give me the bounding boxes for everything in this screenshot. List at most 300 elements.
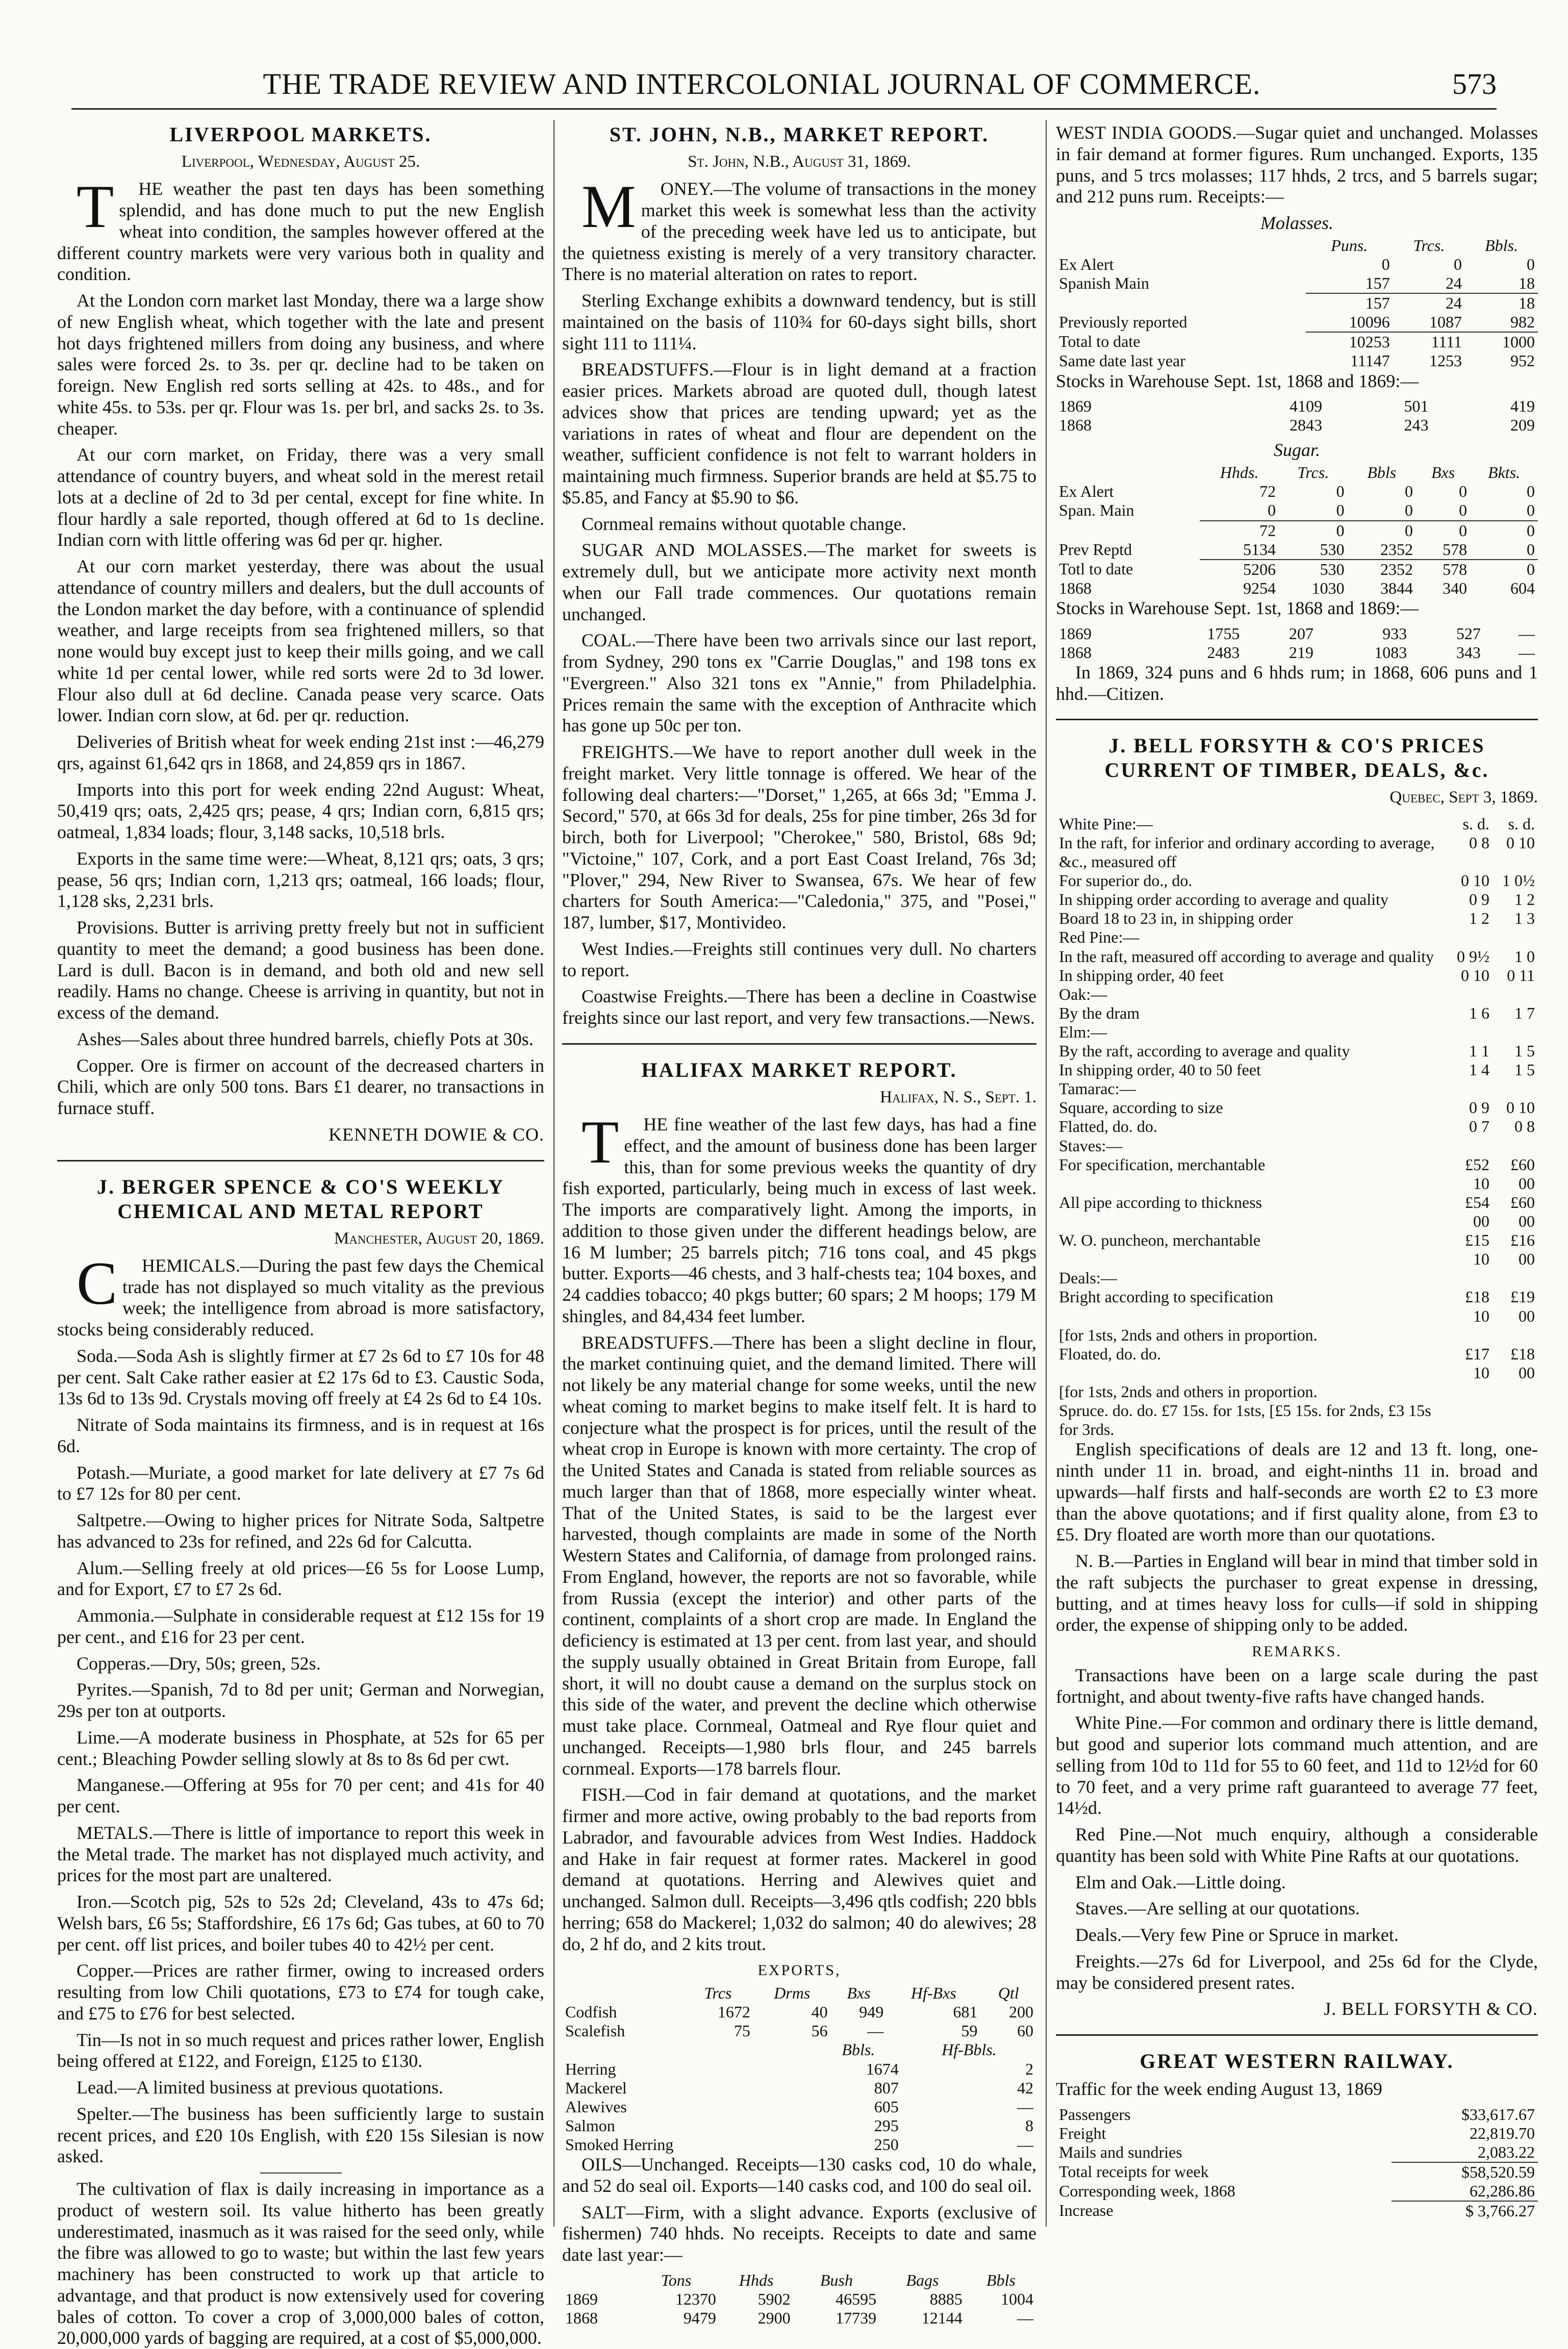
table-row [1056,2201,1538,2220]
table-cell: In shipping order, 40 to 50 feet [1059,1060,1261,1079]
table-cell: 207 [1289,624,1314,643]
table-header-row [562,1984,1036,2003]
table-cell [1447,985,1493,1004]
table-row [562,2022,1036,2040]
table-cell: Salmon [565,2116,615,2135]
table-cell: By the raft, according to average and quality [1059,1042,1350,1060]
stocks-label: Stocks in Warehouse Sept. 1st, 1868 and 1869:— [1056,598,1419,618]
table-cell: Bbls [986,2270,1016,2289]
column-2 [562,122,1036,2328]
table-header-row [562,2271,1036,2290]
table-cell: 18 [1465,274,1538,293]
table-cell: Spruce. do. do. £7 15s. for 1sts, [£5 15s. for 2nds, £3 15s for 3rds. [1059,1401,1431,1439]
table-row [1056,1042,1538,1060]
article-paragraph: Copper. Ore is firmer on account of the decreased charters in Chili, which are only 500 tons. Bars £1 dearer, no transactions in furnace stuff. [57,1055,544,1119]
table-cell: — [867,2022,884,2040]
table-cell [1493,1079,1538,1098]
table-header-row [1056,463,1538,482]
table-cell: 62,286.86 [1392,2182,1538,2201]
table-cell: 0 7 [1469,1117,1489,1136]
article-paragraph: At our corn market yesterday, there was about the usual attendance of country millers and dealers, but the dull accounts of the London market the day before, with a continuance of splendid weather, and large receipts from sea frightened millers, so that none would buy except just to keep their mills going, and we call white 1d per cental lower, while red sorts were 2d to 3d lower. Flour also dull at 6d decline. Canada pease very scarce. Oats lower. Indian corn slow, at 6d. per qr. reduction. [57,556,544,726]
stocks-label: Stocks in Warehouse Sept. 1st, 1868 and 1869:— [1056,370,1419,391]
remark-paragraph: Red Pine.—Not much enquiry, although a considerable quantity has been sold with White Pine Rafts at our quotations. [1056,1824,1538,1866]
table-cell: 40 [811,2003,828,2022]
article-paragraph: Provisions. Butter is arriving pretty freely but not in sufficient quantity to meet the demand; a good business has been done. Lard is dull. Bacon is in demand, and both old and new sell readily. Hams no change. Cheese is arriving in quantity, but not in excess of the demand. [57,917,544,1023]
table-cell: 22,819.70 [1470,2124,1535,2142]
table-row [1056,985,1538,1004]
table-row [1056,966,1538,985]
table-row [562,2290,1036,2309]
table-cell [1447,928,1493,947]
article-paragraph: Pyrites.—Spanish, 7d to 8d per unit; German and Norwegian, 29s per ton at outports. [57,1679,544,1722]
column-3 [1056,122,1538,2224]
table-row [1056,1004,1538,1023]
table-row [1056,815,1538,833]
article-paragraph: Copper.—Prices are rather firmer, owing to increased orders resulting from low Chili quotations, £73 to £74 for tough cake, and £75 to £76 for best selected. [57,1960,544,2024]
table-cell: 681 [953,2003,978,2022]
table-cell [562,2040,815,2059]
table-cell: 0 [1279,501,1347,520]
table-cell [1447,1326,1493,1345]
sugar-stocks-table [1056,624,1538,662]
table-cell: 343 [1456,643,1481,662]
table-cell: In shipping order according to average and quality [1059,890,1388,909]
table-cell: 807 [874,2078,899,2097]
table-cell: Elm:— [1059,1022,1107,1041]
article-paragraph: Saltpetre.—Owing to higher prices for Nitrate Soda, Saltpetre has advanced to 23s for refined, and 22s 6d for Calcutta. [57,1510,544,1552]
table-cell: 17739 [836,2309,877,2328]
table-cell [1493,1326,1538,1345]
article-paragraph: Ammonia.—Sulphate in considerable request at £12 15s for 19 per cent., and £16 for 23 per cent. [57,1605,544,1647]
table-row [1056,928,1538,947]
table-cell: Same date last year [1059,351,1185,370]
table-row [562,2116,1036,2135]
west-india-intro: WEST INDIA GOODS.—Sugar quiet and unchanged. Molasses in fair demand at former figures. Rum unchanged. Exports, 135 puns, and 5 trcs molasses; 117 hhds, 2 trcs, and 5 barrels sugar; and 212 puns rum. Receipts:— [1056,122,1538,207]
table-cell: Passengers [1059,2105,1131,2124]
table-cell: 419 [1510,397,1535,416]
table-cell: 10253 [1349,333,1390,351]
table-row [1056,1269,1538,1287]
table-cell: 527 [1456,624,1481,643]
table-row [562,2098,1036,2116]
table-cell: Bbls. [1485,236,1518,255]
article-paragraph: West Indies.—Freights still continues very dull. No charters to report. [562,938,1036,980]
article-paragraph: Lime.—A moderate business in Phosphate, at 52s for 65 per cent.; Bleaching Powder selling slowly at 8s to 8s 6d per cwt. [57,1727,544,1769]
table-cell: Trcs [704,1984,732,2003]
article-dateline: Manchester, August 20, 1869. [334,1229,544,1248]
table-row [1056,2162,1538,2182]
table-cell: Prev Reptd [1059,540,1132,559]
table-cell: £16 00 [1510,1231,1535,1269]
table-cell: 1 7 [1514,1003,1535,1022]
article-paragraph: Iron.—Scotch pig, 52s to 52s 2d; Cleveland, 43s to 47s 6d; Welsh bars, £6 5s; Staffordshire, £6 17s 6d; Gas tubes, at 60 to 70 per cent. off list prices, and boiler tubes 40 to 42½ per cent. [57,1891,544,1955]
table-cell: Hhds [739,2270,774,2289]
article-paragraph: At our corn market, on Friday, there was a very small attendance of country buyers, and wheat sold in the merest retail lots at a decline of 2d to 3d per cental, except for fine white. In flour hardly a sale reported, though offered at 6d to 1s decline. Indian corn with little offering was 6d per qr. higher. [57,444,544,550]
table-cell: 1672 [717,2003,750,2022]
table-cell [1493,1382,1538,1401]
table-cell: 501 [1404,397,1429,416]
table-row [1056,1326,1538,1345]
table-cell [1493,1401,1538,1439]
article-paragraph: Imports into this port for week ending 22nd August: Wheat, 50,419 qrs; oats, 2,425 qrs; pease, 4 qrs; Indian corn, 6,815 qrs; oatmeal, 1,834 loads; flour, 3,148 sacks, 10,518 brls. [57,779,544,843]
table-cell: Ex Alert [1059,482,1114,501]
table-cell [1447,1269,1493,1287]
table-cell: Bbls. [842,2040,875,2059]
flax-paragraph: The cultivation of flax is daily increasing in importance as a product of western soil. Its value hitherto has been greatly underestimated, inasmuch as it was raised for the seed only, while the fibre was allowed to go to waste; but within the last few years machinery has been constructed to work up that article to advantage, and that product is now extensively used for covering bales of cotton. To cover a crop of 3,000,000 bales of cotton, 20,000,000 yards of bagging are required, at a cost of $5,000,000. [57,2179,544,2348]
table-cell: 1 0 [1514,947,1535,966]
table-cell: 1755 [1207,624,1240,643]
table-cell: 60 [1017,2022,1033,2040]
table-row [1056,1155,1538,1193]
table-cell [1493,928,1538,947]
table-row [1056,1117,1538,1136]
table-cell [1447,1401,1493,1439]
table-cell: 243 [1404,416,1429,435]
short-rule [260,2173,342,2174]
table-cell [562,1984,682,2003]
table-cell: 0 8 [1469,833,1489,852]
table-cell: 0 10 [1506,833,1535,852]
table-row [1056,1345,1538,1382]
table-cell: 1868 [1059,416,1092,435]
table-row [562,2003,1036,2022]
table-cell: — [1519,643,1535,662]
article-paragraph: METALS.—There is little of importance to report this week in the Metal trade. The market has not displayed much activity, and prices for the most part are unaltered. [57,1822,544,1886]
great-western-railway [1056,2049,1538,2220]
article-heading: LIVERPOOL MARKETS. [169,123,432,146]
article-heading: J. BELL FORSYTH & CO'S PRICES CURRENT OF TIMBER, DEALS, &c. [1104,734,1489,782]
table-cell: 1869 [1059,397,1092,416]
table-cell: £19 00 [1510,1287,1535,1325]
table-cell: Alewives [565,2097,627,2116]
table-cell [1056,463,1200,482]
table-cell: 0 10 [1460,966,1489,984]
table-cell: 1 6 [1469,1003,1489,1022]
table-cell: 75 [734,2022,750,2040]
table-cell [1447,1079,1493,1098]
table-cell: 0 [1381,255,1390,273]
table-row [562,2079,1036,2098]
table-cell: Deals:— [1059,1269,1117,1287]
table-cell: 2352 [1348,540,1416,560]
table-cell: 2,083.22 [1392,2143,1538,2162]
table-cell: — [1017,2309,1033,2328]
table-row [1056,624,1538,643]
table-cell [1056,236,1306,255]
salt-receipts-table [562,2271,1036,2328]
table-cell: In the raft, for inferior and ordinary according to average, &c., measured off [1059,833,1435,871]
article-paragraph: Sterling Exchange exhibits a downward tendency, but is still maintained on the basis of 110¾ for 60-days sight bills, short sight 111 to 111¼. [562,290,1036,353]
table-cell: Spanish Main [1059,273,1149,292]
table-cell: 0 10 [1460,871,1489,890]
table-cell [1447,1136,1493,1155]
table-cell: 1 2 [1514,890,1535,909]
table-cell: 9254 [1243,578,1276,597]
table-cell: 10096 [1306,313,1393,332]
table-cell: — [1017,2135,1033,2154]
table-cell: 0 [1405,482,1413,501]
table-cell: 24 [1393,274,1465,293]
table-row [1056,1023,1538,1042]
table-cell: — [1017,2097,1033,2116]
table-cell: Staves:— [1059,1136,1123,1155]
specs-paragraph: English specifications of deals are 12 and 13 ft. long, one-ninth under 11 in. broad, and eight-ninths 11 in. broad and upwards—half firsts and half-seconds are worth £2 to £3 more than the above quotations; and if first quality alone, from £3 to £5. Dry floated are worth more than our quotations. [1056,1439,1538,1545]
article-paragraph: Alum.—Selling freely at old prices—£6 5s for Loose Lump, and for Export, £7 to £7 2s 6d. [57,1557,544,1600]
table-cell: 1868 [1059,643,1092,662]
article-paragraph: SUGAR AND MOLASSES.—The market for sweets is extremely dull, but we anticipate more activity next month when our Fall trade commences. Our quotations remain unchanged. [562,540,1036,624]
remark-paragraph: Staves.—Are selling at our quotations. [1075,1898,1360,1919]
table-cell: Hf-Bxs [911,1984,956,2003]
timber-prices-table [1056,815,1538,1439]
table-row [1056,909,1538,928]
table-cell: 933 [1382,624,1407,643]
table-cell: [for 1sts, 2nds and others in proportion. [1059,1325,1318,1344]
table-cell: Totl to date [1059,559,1133,578]
table-cell: 578 [1416,540,1470,560]
table-cell: Red Pine:— [1059,928,1140,947]
table-row [1056,1401,1538,1439]
page-number: 573 [1452,67,1497,100]
table-row [1056,560,1538,579]
table-cell: Codfish [565,2003,617,2022]
table-cell: 2843 [1289,416,1323,435]
table-cell: 18 [1519,294,1535,313]
west-india-goods [1056,122,1538,704]
table-cell: In the raft, measured off according to average and quality [1059,947,1434,966]
table-cell: 0 [1348,501,1416,520]
table-cell: 8 [1025,2116,1033,2135]
table-row [1056,540,1538,560]
table-cell: 0 [1336,521,1345,540]
liverpool-markets-article [57,122,544,1146]
table-cell: 72 [1259,482,1276,501]
article-paragraph: FISH.—Cod in fair demand at quotations, and the market firmer and more active, owing probably to the bad reports from Labrador, and favourable advices from West Indies. Haddock and Hake in fair request at former rates. Mackerel in good demand at quotations. Herring and Alewives quiet and unchanged. Salmon dull. Receipts—3,496 qtls codfish; 220 bbls herring; 658 do Mackerel; 1,032 do salmon; 40 do alewives; 28 do, 2 hf do, and 2 kits trout. [562,1784,1036,1954]
article-dateline: St. John, N.B., August 31, 1869. [688,153,911,171]
article-signature: KENNETH DOWIE & CO. [328,1124,544,1145]
table-cell: 11147 [1350,351,1390,370]
fish-exports-table [562,1984,1036,2040]
table-row [1056,1136,1538,1155]
table-cell: 5134 [1200,540,1279,560]
table-cell: 0 [1416,501,1470,520]
table-row [1056,293,1538,313]
table-row [1056,2124,1538,2143]
table-row [1056,1382,1538,1401]
table-cell: 1 5 [1514,1060,1535,1079]
table-cell: 0 9 [1469,890,1489,909]
table-cell [1056,521,1200,540]
article-paragraph: Exports in the same time were:—Wheat, 8,121 qrs; oats, 3 qrs; pease, 56 qrs; Indian corn, 1,213 qrs; oatmeal, 166 loads; flour, 1,128 sks, 2,231 brls. [57,848,544,912]
remarks-label: REMARKS. [1252,1643,1342,1660]
table-cell: 2352 [1380,560,1413,578]
table-cell: Span. Main [1059,501,1134,520]
molasses-stocks-table [1056,397,1538,435]
table-cell: Total to date [1059,332,1141,351]
molasses-title: Molasses. [1260,213,1333,233]
table-cell: 3844 [1380,578,1413,597]
table-cell: Tamarac:— [1059,1079,1136,1098]
table-cell: Total receipts for week [1059,2162,1209,2181]
table-cell: $ 3,766.27 [1465,2202,1535,2220]
table-cell: Bbls [1367,463,1397,482]
table-cell: 340 [1443,578,1468,597]
running-head [71,47,1497,110]
table-cell: 949 [859,2003,884,2022]
table-row [1056,351,1538,370]
table-cell: £52 10 [1464,1155,1489,1193]
remark-paragraph: Freights.—27s 6d for Liverpool, and 25s 6d for the Clyde, may be considered present rates. [1056,1951,1538,1993]
forsyth-prices-article [1056,734,1538,2020]
article-paragraph: Lead.—A limited business at previous quotations. [77,2077,443,2098]
table-cell: 578 [1443,560,1468,578]
section-divider [57,1160,544,1161]
table-row [1056,1098,1538,1117]
table-cell: 1 4 [1469,1060,1489,1079]
article-paragraph: BREADSTUFFS.—There has been a slight decline in flour, the market continuing quiet, and the demand limited. There will not likely be any material change for some weeks, until the new wheat coming to market begins to make itself felt. It is hard to conjecture what the prospect is for prices, until the result of the wheat crop in Europe is known with more certainty. The crop of the United States and Canada is stated from reliable sources as much larger than that of 1868, more especially winter wheat. That of the United States, is said to be the largest ever harvested, though complaints are made in some of the North Western States and California, of damage from prolonged rains. From England, however, the reports are not so favorable, while from Russia (except the interior) and other parts of the continent, complaints of a short crop are made. In England the deficiency is estimated at 13 per cent. from last year, and should the supply usually obtained in Great Britain from Europe, fall short, it will no doubt cause a demand on the surplus stock on this side of the water, and prevent the decline which otherwise must take place. Cornmeal, Oatmeal and Rye flour quiet and unchanged. Receipts—1,980 brls flour, and 245 barrels cornmeal. Exports—178 barrels flour. [562,1332,1036,1779]
table-cell: 1 5 [1514,1042,1535,1060]
journal-title: THE TRADE REVIEW AND INTERCOLONIAL JOURNAL OF COMMERCE. [263,67,1261,100]
table-cell: 1 3 [1514,909,1535,928]
table-row [562,2135,1036,2154]
table-cell: Ex Alert [1059,255,1114,273]
table-cell: For specification, merchantable [1059,1155,1266,1174]
table-cell: £60 00 [1510,1155,1535,1193]
table-cell: For superior do., do. [1059,871,1193,890]
table-cell: 2483 [1207,643,1240,662]
table-cell: Bush [820,2270,853,2289]
table-cell: Floated, do. do. [1059,1344,1161,1363]
table-cell: 0 [1527,521,1535,540]
table-cell: 59 [961,2022,978,2040]
table-row [1056,2143,1538,2162]
table-row [1056,1193,1538,1231]
article-heading: ST. JOHN, N.B., MARKET REPORT. [609,123,990,146]
table-cell: In shipping order, 40 feet [1059,966,1224,984]
table-row [1056,397,1538,416]
traffic-table [1056,2105,1538,2221]
table-cell: By the dram [1059,1003,1140,1022]
table-cell: Herring [565,2059,616,2078]
article-paragraph: Cornmeal remains without quotable change. [581,513,906,534]
table-cell [1493,1136,1538,1155]
article-paragraph: Ashes—Sales about three hundred barrels, chiefly Pots at 30s. [77,1028,534,1049]
table-cell: Flatted, do. do. [1059,1117,1157,1136]
table-cell: 157 [1306,274,1393,293]
table-cell: 605 [874,2097,899,2116]
table-cell: Freight [1059,2124,1106,2142]
article-signature: J. BELL FORSYTH & CO. [1324,1999,1538,2019]
table-row [1056,1060,1538,1079]
salt-paragraph: SALT—Firm, with a slight advance. Exports (exclusive of fishermen) 740 hhds. No receipts. Receipts to date and same date last year:— [562,2202,1036,2265]
table-row [1056,1231,1538,1269]
table-cell: 982 [1465,313,1538,332]
table-cell: All pipe according to thickness [1059,1193,1262,1211]
article-paragraph: Deliveries of British wheat for week ending 21st inst :—46,279 qrs, against 61,642 qrs in 1868, and 24,859 qrs in 1867. [57,731,544,773]
table-cell [1493,1023,1538,1042]
table-cell: 0 [1527,560,1535,578]
table-cell: 72 [1259,521,1276,540]
article-paragraph: Potash.—Muriate, a good market for late delivery at £7 7s 6d to £7 12s for 80 per cent. [57,1462,544,1504]
table-cell: 0 [1454,255,1462,273]
table-cell: 24 [1446,294,1462,313]
table-cell: £18 10 [1464,1287,1489,1325]
table-cell [562,2271,633,2290]
table-row [1056,2105,1538,2124]
table-cell: 1 2 [1469,909,1489,928]
table-row [1056,833,1538,871]
table-row [1056,255,1538,274]
table-cell: Trcs. [1297,463,1329,482]
table-cell [1493,1269,1538,1287]
table-cell: £54 00 [1464,1193,1489,1231]
table-row [1056,521,1538,540]
table-row [1056,313,1538,332]
table-cell: — [1519,624,1535,643]
table-cell: 4109 [1289,397,1323,416]
table-cell: Mails and sundries [1059,2143,1182,2162]
table-row [1056,890,1538,909]
table-cell: £17 10 [1464,1344,1489,1382]
halifax-report-article [562,1058,1036,2328]
table-cell: Hhds. [1220,463,1259,482]
table-header-row [1056,236,1538,255]
article-paragraph: MONEY.—The volume of transactions in the money market this week is somewhat less than the activity of the preceding week have led us to anticipate, but the quietness existing is merely of a very transitory character. There is no material alteration on rates to report. [562,172,1036,285]
table-cell: 5206 [1243,560,1276,578]
table-cell: 1000 [1502,333,1535,351]
table-cell: 0 9 [1469,1098,1489,1117]
article-paragraph: THE fine weather of the last few days, has had a fine effect, and the amount of business done has been larger this, than for some previous weeks the quantity of dry fish exported, particularly, being much in excess of last week. The imports are comparatively light. Among the imports, in addition to those given under the different headings below, are 16 M lumber; 25 barrels pitch; 716 tons coal, and 45 pkgs butter. Exports—46 chests, and 3 half-chests tea; 104 boxes, and 24 caddies tobacco; 40 pkgs butter; 60 spars; 2 M hoops; 179 M shingles, and 84,434 feet lumber. [562,1108,1036,1326]
table-cell: Trcs. [1413,236,1445,255]
table-row [1056,643,1538,662]
oils-paragraph: OILS—Unchanged. Receipts—130 casks cod, 10 do whale, and 52 do seal oil. Exports—140 casks cod, and 100 do seal oil. [562,2154,1036,2196]
table-cell: 0 11 [1507,966,1535,984]
table-row [562,2309,1036,2328]
article-paragraph: Copperas.—Dry, 50s; green, 52s. [77,1653,321,1674]
table-cell: Board 18 to 23 in, in shipping order [1059,909,1293,928]
table-cell: 0 [1336,482,1345,501]
table-cell: 8885 [929,2289,963,2308]
table-cell: White Pine:— [1059,814,1153,833]
table-row [1056,947,1538,966]
table-cell: Oak:— [1059,984,1107,1003]
article-paragraph: COAL.—There have been two arrivals since our last report, from Sydney, 290 tons ex "Carrie Douglas," and 198 tons ex "Evergreen." Also 321 tons ex "Annie," from Philadelphia. Prices remain the same with the exception of Anthracite which has gone up 50c per ton. [562,630,1036,736]
table-cell: Tons [661,2270,692,2289]
article-heading: GREAT WESTERN RAILWAY. [1140,2050,1454,2073]
table-row [1056,1079,1538,1098]
table-cell: 1869 [565,2289,598,2308]
table-cell: Drms [774,1984,811,2003]
fish-exports-barrels-table [562,2040,1036,2154]
table-cell: 219 [1289,643,1314,662]
table-cell: 1868 [565,2309,598,2328]
table-cell: 1087 [1393,313,1465,332]
table-row [1056,2182,1538,2201]
table-cell: Bxs [847,1984,871,2003]
table-row [1056,871,1538,890]
article-paragraph: Soda.—Soda Ash is slightly firmer at £7 2s 6d to £7 10s for 48 per cent. Salt Cake rather easier at £2 17s 6d to £3. Caustic Soda, 13s 6d to 13s 9d. Crystals moving off freely at £4 2s 6d to £4 10s. [57,1345,544,1409]
table-cell: 604 [1510,578,1535,597]
rum-footnote: In 1869, 324 puns and 6 hhds rum; in 1868, 606 puns and 1 hhd.—Citizen. [1056,662,1538,704]
article-dateline: Liverpool, Wednesday, August 25. [181,153,420,171]
article-paragraph: At the London corn market last Monday, there wa a large show of new English wheat, which together with the late and present hot days frightened millers from doing any business, and where sales were forced 2s. to 3s. per qr. decline had to be taken on foreign. New English red sorts selling at 42s. to 48s., and for white 45s. to 53s. per qr. Flour was 1s. per brl, and sacks 2s. to 3s. cheaper. [57,290,544,439]
article-paragraph: Nitrate of Soda maintains its firmness, and is in request at 16s 6d. [57,1415,544,1456]
table-row [1056,482,1538,501]
table-cell: 1674 [866,2059,899,2078]
table-cell: Scalefish [565,2022,625,2040]
traffic-subhead: Traffic for the week ending August 13, 1869 [1056,2079,1382,2100]
column-rule [1046,120,1047,2227]
st-john-report-article [562,122,1036,1029]
